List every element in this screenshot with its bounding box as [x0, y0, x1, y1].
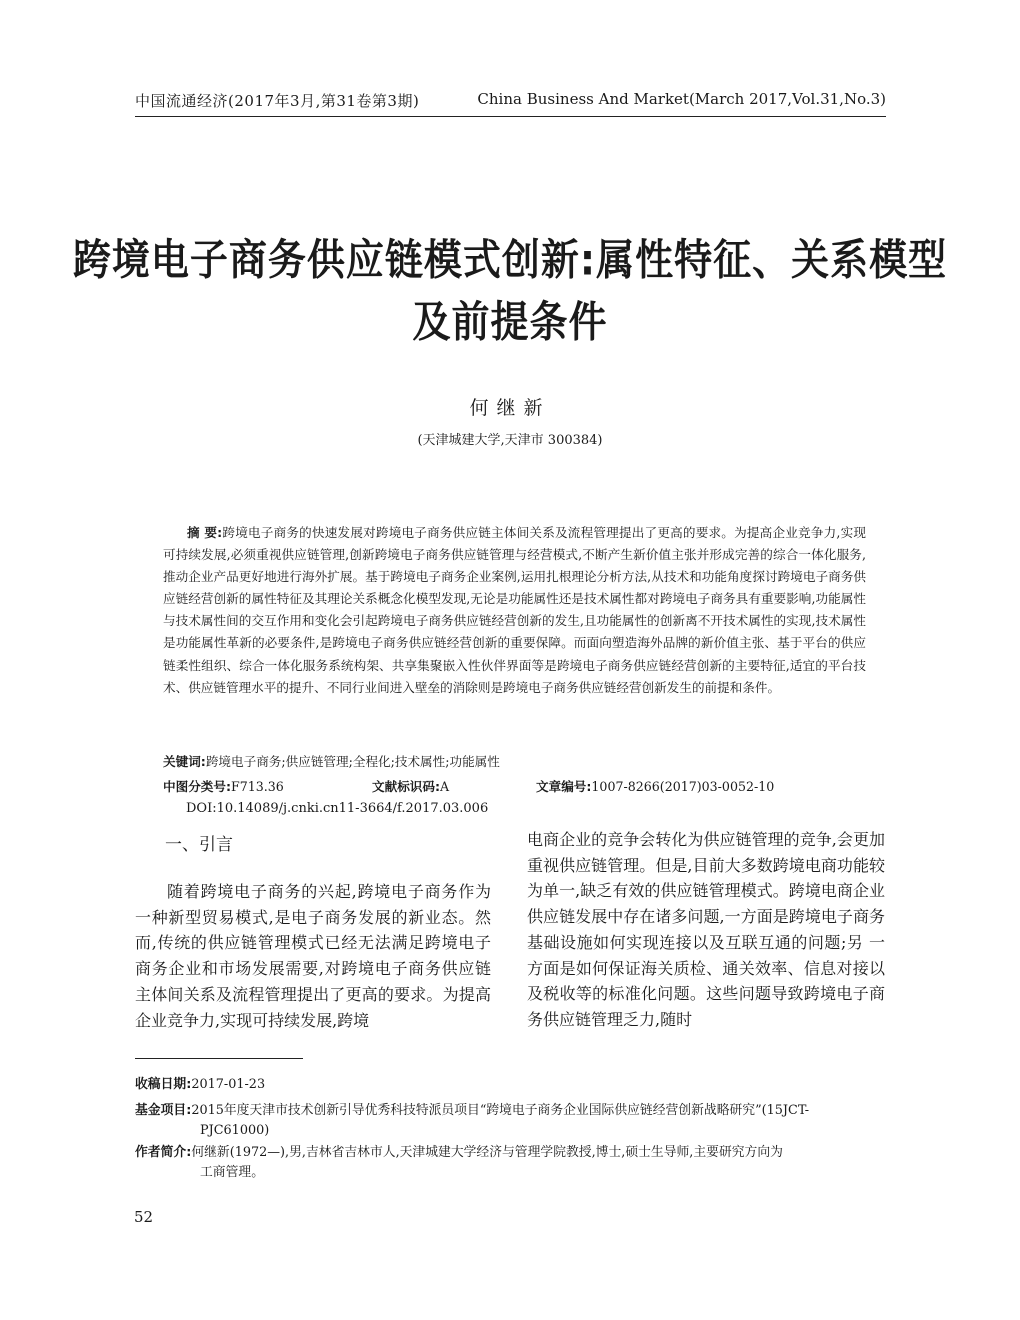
page-number: 52	[134, 1208, 154, 1226]
journal-header-cn: 中国流通经济(2017年3月,第31卷第3期)	[135, 92, 420, 110]
classification	[163, 776, 284, 795]
footnote-text: 2015年度天津市技术创新引导优秀科技特派员项目“跨境电子商务企业国际供应链经营创新战略研究”(15JCT-	[191, 1103, 810, 1118]
body-paragraph: 随着跨境电子商务的兴起,跨境电子商务作为一种新型贸易模式,是电子商务发展的新业态。然而,传统的供应链管理模式已经无法满足跨境电子商务企业和市场发展需要,对跨境电子商务供应链主体间关系及流程管理提出了更高的要求。为提高企业竞争力,实现可持续发展,跨境	[135, 882, 491, 1030]
footnote-received	[135, 1075, 887, 1095]
document-code-label: 文献标识码:	[372, 779, 441, 794]
footnote-text-continued: 工商管理。	[200, 1165, 264, 1180]
footnote-label: 收稿日期:	[135, 1077, 192, 1092]
footnote-rule	[135, 1058, 303, 1059]
author-affiliation: (天津城建大学,天津市 300384)	[417, 433, 603, 448]
document-code-text: A	[440, 779, 450, 794]
header-rule	[135, 116, 886, 117]
article-number-label: 文章编号:	[536, 779, 592, 794]
classification-text: F713.36	[231, 779, 284, 794]
abstract-label: 摘 要:	[187, 525, 223, 540]
article-number	[536, 776, 774, 795]
footnote-fund	[135, 1101, 887, 1141]
doi: DOI:10.14089/j.cnki.cn11-3664/f.2017.03.006	[186, 801, 489, 816]
footnote-bio	[135, 1143, 887, 1183]
author-name: 何继新	[469, 397, 551, 419]
abstract-text: 跨境电子商务的快速发展对跨境电子商务供应链主体间关系及流程管理提出了更高的要求。为提高企业竞争力,实现可持续发展,必须重视供应链管理,创新跨境电子商务供应链管理与经营模式,不断产生新价值主张并形成完善的综合一体化服务,推动企业产品更好地进行海外扩展。基于跨境电子商务企业案例,运用扎根理论分析方法,从技术和功能角度探讨跨境电子商务供应链经营创新的属性特征及其理论关系概念化模型发现,无论是功能属性还是技术属性都对跨境电子商务具有重要影响,功能属性与技术属性间的交互作用和变化会引起跨境电子商务供应链经营创新的发生,且功能属性的创新离不开技术属性的实现,技术属性是功能属性革新的必要条件,是跨境电子商务供应链经营创新的重要保障。而面向塑造海外品牌的新价值主张、基于平台的供应链柔性组织、综合一体化服务系统构架、共享集聚嵌入性伙伴界面等是跨境电子商务供应链经营创新的主要特征,适宜的平台技术、供应链管理水平的提升、不同行业间进入壁垒的消除则是跨境电子商务供应链经营创新发生的前提和条件。	[163, 525, 866, 695]
footnote-text-continued: PJC61000)	[200, 1123, 270, 1138]
footnote-label: 作者简介:	[135, 1145, 192, 1160]
document-code	[372, 776, 449, 795]
keywords-text: 跨境电子商务;供应链管理;全程化;技术属性;功能属性	[205, 754, 500, 769]
section-heading: 一、引言	[165, 835, 233, 855]
body-left-column	[135, 879, 491, 1033]
keywords	[163, 751, 500, 770]
article-number-text: 1007-8266(2017)03-0052-10	[591, 779, 775, 794]
article-title: 跨境电子商务供应链模式创新:属性特征、关系模型及前提条件	[72, 235, 948, 347]
footnote-text: 2017-01-23	[191, 1077, 266, 1092]
body-right-column	[527, 827, 885, 1033]
abstract	[163, 522, 866, 699]
body-paragraph: 电商企业的竞争会转化为供应链管理的竞争,会更加重视供应链管理。但是,目前大多数跨境电商功能较为单一,缺乏有效的供应链管理模式。跨境电商企业供应链发展中存在诸多问题,一方面是跨境电子商务基础设施如何实现连接以及互联互通的问题;另 一方面是如何保证海关质检、通关效率、信息对接以及税收等的标准化问题。这些问题导致跨境电子商务供应链管理乏力,随时	[527, 830, 885, 1029]
classification-label: 中图分类号:	[163, 779, 232, 794]
keywords-label: 关键词:	[163, 754, 206, 769]
footnote-text: 何继新(1972—),男,吉林省吉林市人,天津城建大学经济与管理学院教授,博士,硕士生导师,主要研究方向为	[191, 1145, 783, 1160]
journal-header-en: China Business And Market(March 2017,Vol.31,No.3)	[477, 90, 886, 108]
footnote-label: 基金项目:	[135, 1103, 192, 1118]
